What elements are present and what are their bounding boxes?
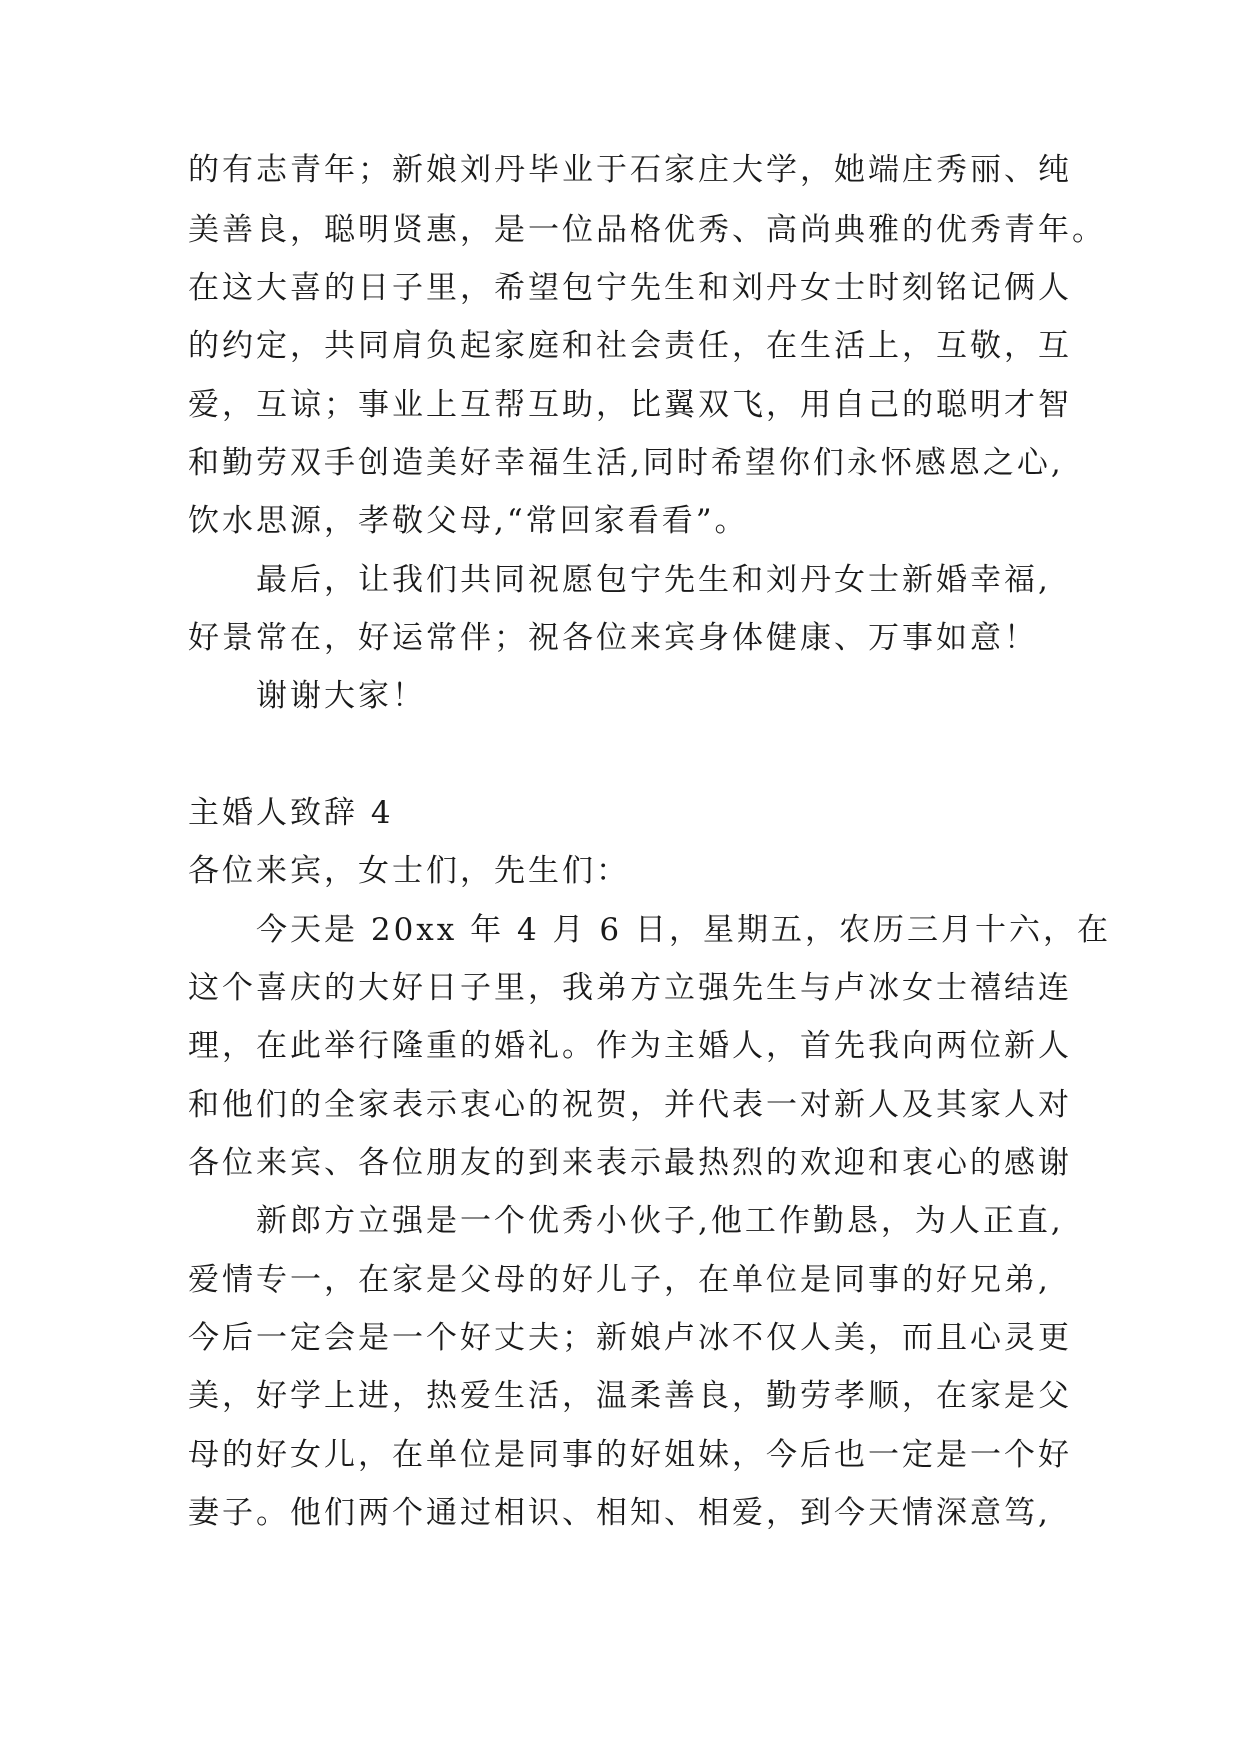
paragraph-line: 的约定，共同肩负起家庭和社会责任，在生活上，互敬，互	[188, 328, 1072, 364]
paragraph-line: 和他们的全家表示衷心的祝贺，并代表一对新人及其家人对	[188, 1087, 1072, 1123]
paragraph-line: 妻子。他们两个通过相识、相知、相爱，到今天情深意笃,	[188, 1495, 1051, 1531]
paragraph-line: 理，在此举行隆重的婚礼。作为主婚人，首先我向两位新人	[188, 1028, 1072, 1064]
paragraph-line: 爱情专一，在家是父母的好儿子，在单位是同事的好兄弟,	[188, 1262, 1051, 1298]
paragraph-line: 爱，互谅；事业上互帮互助，比翼双飞，用自己的聪明才智	[188, 387, 1072, 423]
salutation: 各位来宾，女士们，先生们：	[188, 853, 630, 889]
paragraph-line: 美善良，聪明贤惠，是一位品格优秀、高尚典雅的优秀青年。	[188, 212, 1106, 248]
paragraph-line: 母的好女儿，在单位是同事的好姐妹，今后也一定是一个好	[188, 1437, 1072, 1473]
paragraph-line: 在这大喜的日子里，希望包宁先生和刘丹女士时刻铭记俩人	[188, 270, 1072, 306]
thanks-line: 谢谢大家！	[256, 678, 426, 714]
paragraph-line: 美，好学上进，热爱生活，温柔善良，勤劳孝顺，在家是父	[188, 1378, 1072, 1414]
section-title: 主婚人致辞 4	[188, 795, 394, 831]
paragraph-line: 今后一定会是一个好丈夫；新娘卢冰不仅人美，而且心灵更	[188, 1320, 1072, 1356]
paragraph-line: 新郎方立强是一个优秀小伙子,他工作勤恳，为人正直,	[256, 1203, 1064, 1239]
paragraph-line: 饮水思源，孝敬父母,“常回家看看”。	[188, 503, 749, 539]
paragraph-line: 和勤劳双手创造美好幸福生活,同时希望你们永怀感恩之心,	[188, 445, 1064, 481]
paragraph-line: 好景常在，好运常伴；祝各位来宾身体健康、万事如意！	[188, 620, 1038, 656]
paragraph-line: 这个喜庆的大好日子里，我弟方立强先生与卢冰女士禧结连	[188, 970, 1072, 1006]
paragraph-line: 的有志青年；新娘刘丹毕业于石家庄大学，她端庄秀丽、纯	[188, 152, 1072, 188]
paragraph-line: 各位来宾、各位朋友的到来表示最热烈的欢迎和衷心的感谢	[188, 1145, 1072, 1181]
paragraph-line: 最后，让我们共同祝愿包宁先生和刘丹女士新婚幸福,	[256, 562, 1051, 598]
paragraph-line: 今天是 20xx 年 4 月 6 日，星期五，农历三月十六，在	[256, 912, 1111, 948]
